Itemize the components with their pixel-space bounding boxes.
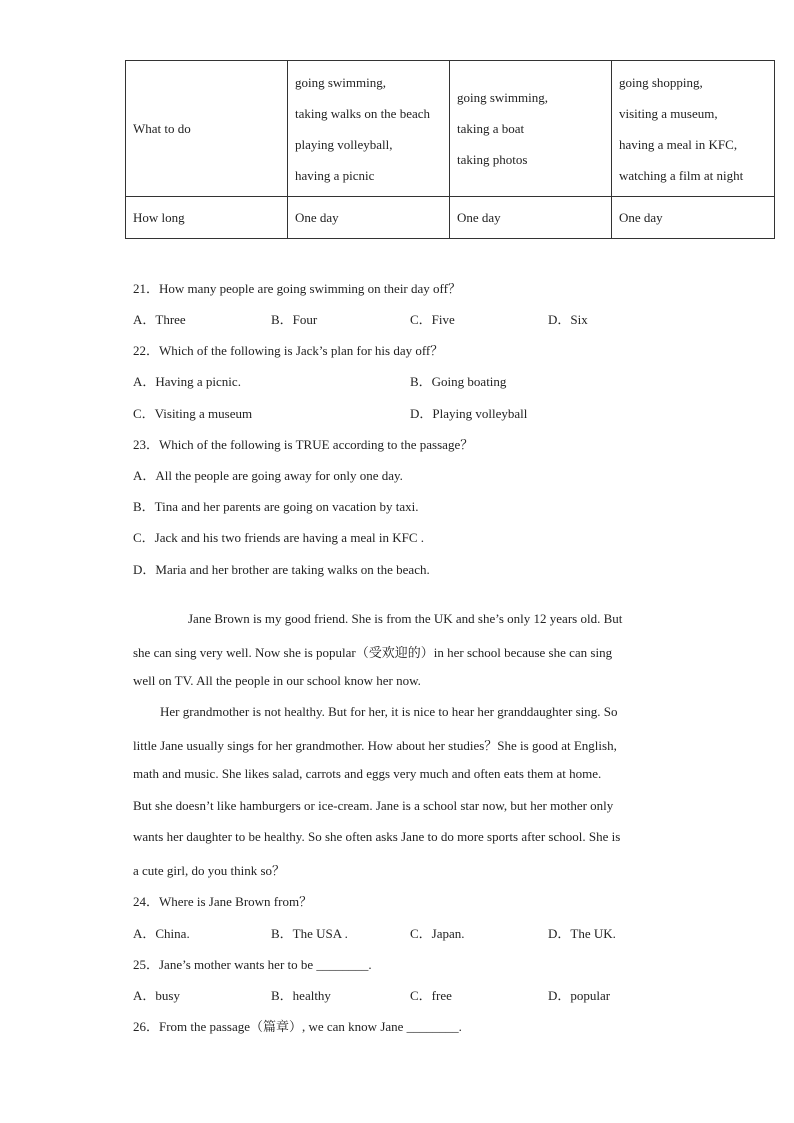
table-row-label: How long xyxy=(126,197,288,239)
table-cell: going shopping, visiting a museum, having a meal in KFC, watching a film at night xyxy=(612,61,775,197)
table-cell: going swimming, taking a boat taking photos xyxy=(450,61,612,197)
question-26-stem: 26．From the passage（篇章）, we can know Jane ________. xyxy=(133,1019,462,1034)
passage-line: little Jane usually sings for her grandmother. How about her studies？She is good at English, xyxy=(133,738,617,753)
option-24-a[interactable]: A．China. xyxy=(133,926,190,941)
passage-line: But she doesn’t like hamburgers or ice-cream. Jane is a school star now, but her mother only xyxy=(133,798,614,813)
option-23-b[interactable]: B．Tina and her parents are going on vacation by taxi. xyxy=(133,499,419,514)
question-21-stem: 21．How many people are going swimming on their day off？ xyxy=(133,281,461,296)
option-21-a[interactable]: A．Three xyxy=(133,312,186,327)
question-23-stem: 23．Which of the following is TRUE according to the passage？ xyxy=(133,437,474,452)
passage-line: well on TV. All the people in our school know her now. xyxy=(133,673,421,688)
option-24-b[interactable]: B．The USA . xyxy=(271,926,348,941)
table-cell: going swimming, taking walks on the beach playing volleyball, having a picnic xyxy=(288,61,450,197)
option-24-d[interactable]: D．The UK. xyxy=(548,926,616,941)
option-24-c[interactable]: C．Japan. xyxy=(410,926,465,941)
passage-line: a cute girl, do you think so？ xyxy=(133,863,286,878)
option-23-d[interactable]: D．Maria and her brother are taking walks on the beach. xyxy=(133,562,430,577)
option-25-a[interactable]: A．busy xyxy=(133,988,180,1003)
table-row xyxy=(126,61,775,197)
activity-table xyxy=(125,60,775,239)
passage-line: wants her daughter to be healthy. So she often asks Jane to do more sports after school. She is xyxy=(133,829,621,844)
option-21-b[interactable]: B．Four xyxy=(271,312,318,327)
option-22-a[interactable]: A．Having a picnic. xyxy=(133,374,241,389)
question-25-stem: 25．Jane’s mother wants her to be ________. xyxy=(133,957,372,972)
passage-line: she can sing very well. Now she is popular（受欢迎的）in her school because she can sing xyxy=(133,645,613,660)
passage-line: Her grandmother is not healthy. But for her, it is nice to hear her granddaughter sing. So xyxy=(160,704,618,719)
option-25-b[interactable]: B．healthy xyxy=(271,988,331,1003)
option-23-a[interactable]: A．All the people are going away for only one day. xyxy=(133,468,403,483)
option-23-c[interactable]: C．Jack and his two friends are having a meal in KFC . xyxy=(133,530,424,545)
option-25-d[interactable]: D．popular xyxy=(548,988,611,1003)
passage-line: math and music. She likes salad, carrots and eggs very much and often eats them at home. xyxy=(133,766,602,781)
table-row-label: What to do xyxy=(126,61,288,197)
option-22-c[interactable]: C．Visiting a museum xyxy=(133,406,253,421)
question-22-stem: 22．Which of the following is Jack’s plan for his day off？ xyxy=(133,343,444,358)
passage-line: Jane Brown is my good friend. She is from the UK and she’s only 12 years old. But xyxy=(188,611,623,626)
option-21-c[interactable]: C．Five xyxy=(410,312,455,327)
table-cell: One day xyxy=(612,197,775,239)
option-22-d[interactable]: D．Playing volleyball xyxy=(410,406,528,421)
option-21-d[interactable]: D．Six xyxy=(548,312,588,327)
table-cell: One day xyxy=(450,197,612,239)
option-25-c[interactable]: C．free xyxy=(410,988,452,1003)
table-row xyxy=(126,197,775,239)
table-cell: One day xyxy=(288,197,450,239)
question-24-stem: 24．Where is Jane Brown from？ xyxy=(133,894,313,909)
option-22-b[interactable]: B．Going boating xyxy=(410,374,507,389)
